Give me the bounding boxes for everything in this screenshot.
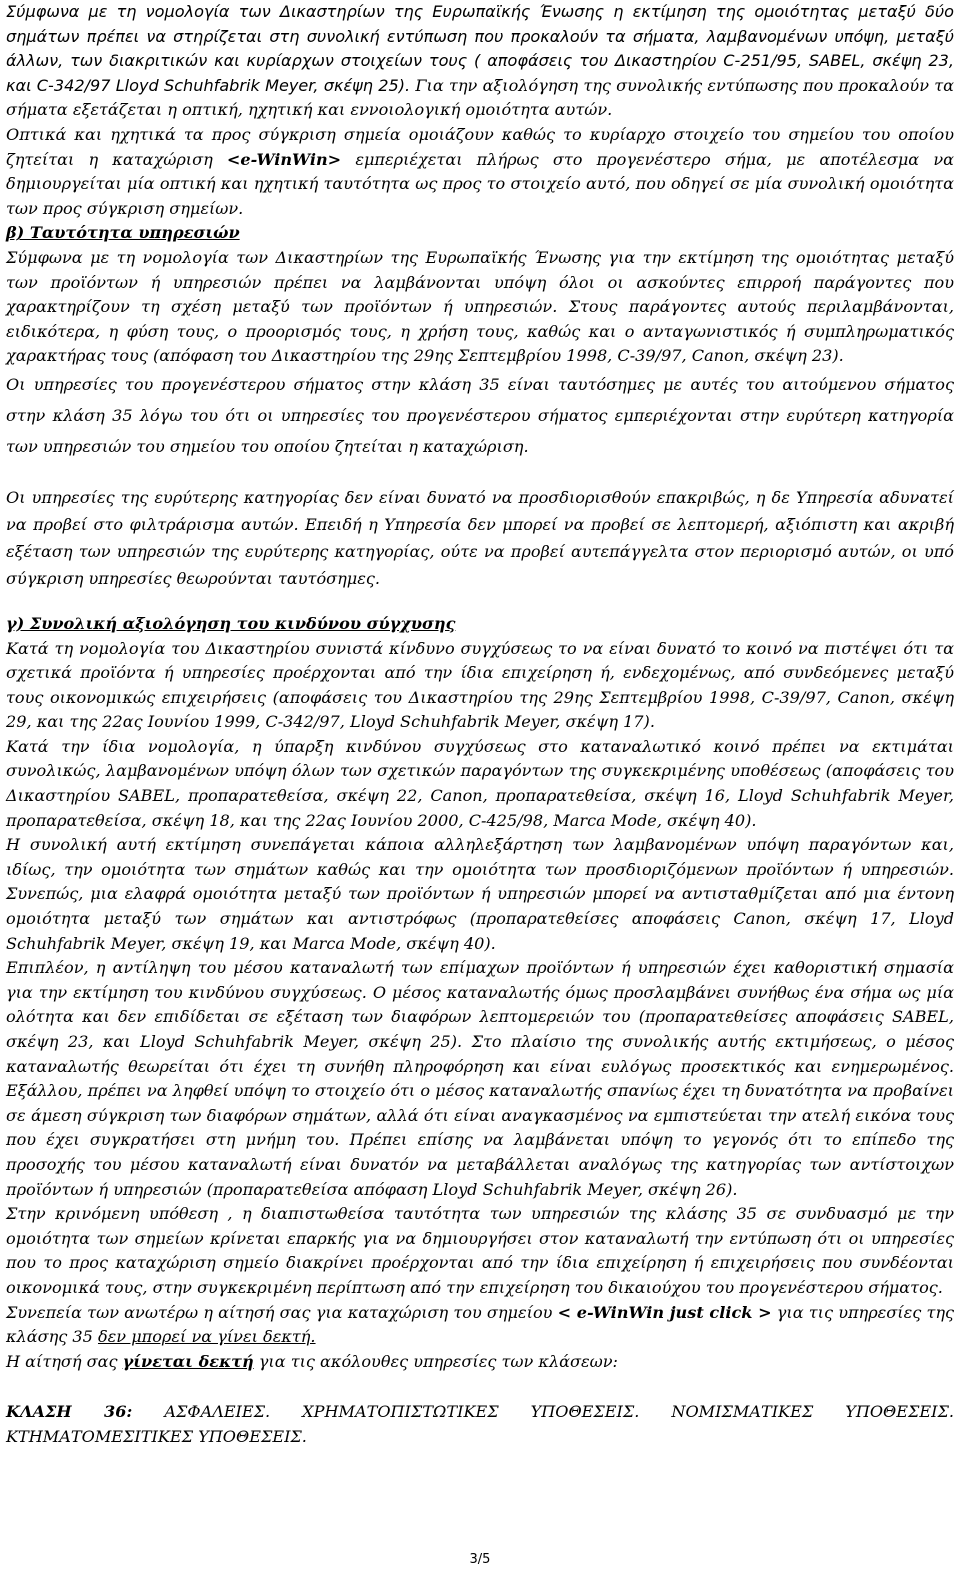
heading-confusion-assessment: γ) Συνολική αξιολόγηση του κινδύνου σύγχυσης <box>6 613 456 633</box>
page-number: 3/5 <box>469 1552 491 1567</box>
paragraph-similarity-intro <box>6 0 954 123</box>
paragraph-visual-phonetic <box>6 123 954 221</box>
paragraph-confusion-definition: Κατά τη νομολογία του Δικαστηρίου συνιστά κίνδυνο συγχύσεως το να είναι δυνατό το κοινό να πιστέψει ότι τα σχετικά προϊόντα ή υπηρεσίες προέρχονται από την ίδια επιχείρηση ή, ενδεχομένως, από συνδεόμενες μεταξύ τους οικονομικώς επιχειρήσεις (αποφάσεις του Δικαστηρίου της 29ης Σεπτεμβρίου 1998, C-39/97, Canon, σκέψη 29, και της 22ας Ιουνίου 1999, C-342/97, Lloyd Schuhfabrik Meyer, σκέψη 17). <box>6 638 954 732</box>
class-36-list <box>6 1400 954 1449</box>
rejection-verdict: δεν μπορεί να γίνει δεκτή. <box>97 1327 316 1347</box>
trademark-name: <e-WinWin> <box>226 149 342 169</box>
class-36-label: ΚΛΑΣΗ 36: <box>6 1402 133 1422</box>
paragraph-acceptance-rest: για τις ακόλουθες υπηρεσίες των κλάσεων: <box>253 1351 618 1371</box>
paragraph-class-35: Οι υπηρεσίες του προγενέστερου σήματος στην κλάση 35 είναι ταυτόσημες με αυτές του αιτούμενου σήματος στην κλάση 35 λόγω του ότι οι υπηρεσίες του προγενέστερου σήματος εμπεριέχονται στην ευρύτερη κατηγορία των υπηρεσιών του σημείου του οποίου ζητείται η καταχώριση. <box>6 374 954 456</box>
paragraph-rejection <box>6 1301 954 1350</box>
paragraph-services-caselaw: Σύμφωνα με τη νομολογία των Δικαστηρίων της Ευρωπαϊκής Ένωσης για την εκτίμηση της ομοιότητας μεταξύ των προϊόντων ή υπηρεσιών πρέπει να λαμβάνονται υπόψη όλοι οι ασκούντες επιρροή παράγοντες που χαρακτηρίζουν τη σχέση μεταξύ των προϊόντων ή υπηρεσιών. Στους παράγοντες αυτούς περιλαμβάνονται, ειδικότερα, η φύση τους, ο προορισμός τους, η χρήση τους, καθώς και ο ανταγωνιστικός ή συμπληρωματικός χαρακτήρας τους (απόφαση του Δικαστηρίου της 29ης Σεπτεμβρίου 1998, C-39/97, Canon, σκέψη 23). <box>6 247 954 366</box>
paragraph-rejection-text: Συνεπεία των ανωτέρω η αίτησή σας για καταχώριση του σημείου <box>6 1302 558 1322</box>
paragraph-similarity-intro-serif: Για την αξιολόγηση της συνολικής εντύπωσης που προκαλούν τα σήματα εξετάζεται η οπτική, ηχητική και εννοιολογική ομοιότητα αυτών. <box>6 75 955 120</box>
paragraph-rejection-rest: για τις υπηρεσίες της κλάσης 35 <box>6 1302 954 1347</box>
paragraph-similarity-intro-sans: Σύμφωνα με τη νομολογία των Δικαστηρίων της Ευρωπαϊκής Ένωσης η εκτίμηση της ομοιότητας μεταξύ δύο σημάτων πρέπει να στηρίζεται στη συνολική εντύπωση που προκαλούν τα σήματα, λαμβανομένων υπόψη, μεταξύ άλλων, των διακριτικών και κυρίαρχων στοιχείων τους ( αποφάσεις του Δικαστηρίου C-251/95, SABEL, σκέψη 23, και C-342/97 Lloyd Schuhfabrik Meyer, σκέψη 25). <box>6 2 954 95</box>
paragraph-confusion-global: Κατά την ίδια νομολογία, η ύπαρξη κινδύνου συγχύσεως στο καταναλωτικό κοινό πρέπει να εκτιμάται συνολικώς, λαμβανομένων υπόψη όλων των σχετικών παραγόντων της συγκεκριμένης υποθέσεως (αποφάσεις του Δικαστηρίου SABEL, προπαρατεθείσα, σκέψη 22, Canon, προπαρατεθείσα, σκέψη 16, Lloyd Schuhfabrik Meyer, προπαρατεθείσα, σκέψη 18, και της 22ας Ιουνίου 2000, C-425/98, Marca Mode, σκέψη 40). <box>6 736 954 830</box>
heading-services-identity: β) Ταυτότητα υπηρεσιών <box>6 223 240 243</box>
document-page <box>6 0 954 1450</box>
paragraph-acceptance-text: Η αίτησή σας <box>6 1351 123 1371</box>
paragraph-broad-category: Οι υπηρεσίες της ευρύτερης κατηγορίας δεν είναι δυνατό να προσδιορισθούν επακριβώς, η δε Υπηρεσία αδυνατεί να προβεί στο φιλτράρισμα αυτών. Επειδή η Υπηρεσία δεν μπορεί να προβεί σε λεπτομερή, αξιόπιστη και ακριβή εξέταση των υπηρεσιών της ευρύτερης κατηγορίας, ούτε να προβεί αυτεπάγγελτα στον περιορισμό αυτών, οι υπό σύγκριση υπηρεσίες θεωρούνται ταυτόσημες. <box>6 487 954 588</box>
paragraph-interdependence: Η συνολική αυτή εκτίμηση συνεπάγεται κάποια αλληλεξάρτηση των λαμβανομένων υπόψη παραγόντων και, ιδίως, την ομοιότητα των σημάτων καθώς και την ομοιότητα των προσδιοριζόμενων προϊόντων ή υπηρεσιών. Συνεπώς, μια ελαφρά ομοιότητα μεταξύ των προϊόντων ή υπηρεσιών μπορεί να αντισταθμίζεται από μια έντονη ομοιότητα μεταξύ των σημάτων και αντιστρόφως (προπαρατεθείσες αποφάσεις Canon, σκέψη 17, Lloyd Schuhfabrik Meyer, σκέψη 19, και Marca Mode, σκέψη 40). <box>6 835 954 953</box>
paragraph-average-consumer: Επιπλέον, η αντίληψη του μέσου καταναλωτή των επίμαχων προϊόντων ή υπηρεσιών έχει καθοριστική σημασία για την εκτίμηση του κινδύνου συγχύσεως. Ο μέσος καταναλωτής όμως προσλαμβάνει συνήθως ένα σήμα ως μία ολότητα και δεν επιδίδεται σε εξέταση των διαφόρων λεπτομερειών του (προπαρατεθείσες αποφάσεις SABEL, σκέψη 23, και Lloyd Schuhfabrik Meyer, σκέψη 25). Στο πλαίσιο της συνολικής αυτής εκτιμήσεως, ο μέσος καταναλωτής θεωρείται ότι έχει τη συνήθη πληροφόρηση και είναι ευλόγως προσεκτικός και ενημερωμένος. Εξάλλου, πρέπει να ληφθεί υπόψη το στοιχείο ότι ο μέσος καταναλωτής σπανίως έχει τη δυνατότητα να προβαίνει σε άμεση σύγκριση των διαφόρων σημάτων, αλλά ότι είναι αναγκασμένος να εμπιστεύεται την ατελή εικόνα τους που έχει συγκρατήσει στη μνήμη του. Πρέπει επίσης να λαμβάνεται υπόψη το γεγονός ότι το επίπεδο της προσοχής του μέσου καταναλωτή είναι δυνατόν να μεταβάλλεται αναλόγως της κατηγορίας των αντίστοιχων προϊόντων ή υπηρεσιών (προπαρατεθείσα απόφαση Lloyd Schuhfabrik Meyer, σκέψη 26). <box>6 958 954 1199</box>
paragraph-case-conclusion: Στην κρινόμενη υπόθεση , η διαπιστωθείσα ταυτότητα των υπηρεσιών της κλάσης 35 σε συνδυασμό με την ομοιότητα των σημείων κρίνεται επαρκής για να δημιουργήσει στον καταναλωτή την εντύπωση ότι οι υπηρεσίες που το προς καταχώριση σημείο διακρίνει προέρχονται από την ίδια επιχείρηση ή επιχειρήσεις που συνδέονται οικονομικά τους, στην συγκεκριμένη περίπτωση από την επιχείρηση του δικαιούχου του προγενέστερου σήματος. <box>6 1204 954 1297</box>
paragraph-acceptance <box>6 1350 954 1375</box>
paragraph-visual-phonetic-text: Οπτικά και ηχητικά τα προς σύγκριση σημεία ομοιάζουν καθώς το κυρίαρχο στοιχείο του σημείου του οποίου ζητείται η καταχώριση <box>6 124 954 169</box>
trademark-full-name: < e-WinWin just click > <box>557 1302 772 1322</box>
paragraph-visual-phonetic-rest: εμπεριέχεται πλήρως στο προγενέστερο σήμα, με αποτέλεσμα να δημιουργείται μία οπτική και ηχητική ταυτότητα ως προς το στοιχείο αυτό, που οδηγεί σε μία συνολική ομοιότητα των προς σύγκριση σημείων. <box>6 149 954 218</box>
acceptance-verdict: γίνεται δεκτή <box>122 1351 254 1371</box>
class-36-services: ΑΣΦΑΛΕΙΕΣ. ΧΡΗΜΑΤΟΠΙΣΤΩΤΙΚΕΣ ΥΠΟΘΕΣΕΙΣ. ΝΟΜΙΣΜΑΤΙΚΕΣ ΥΠΟΘΕΣΕΙΣ. ΚΤΗΜΑΤΟΜΕΣΙΤΙΚΕΣ ΥΠΟΘΕΣΕΙΣ. <box>6 1402 954 1446</box>
